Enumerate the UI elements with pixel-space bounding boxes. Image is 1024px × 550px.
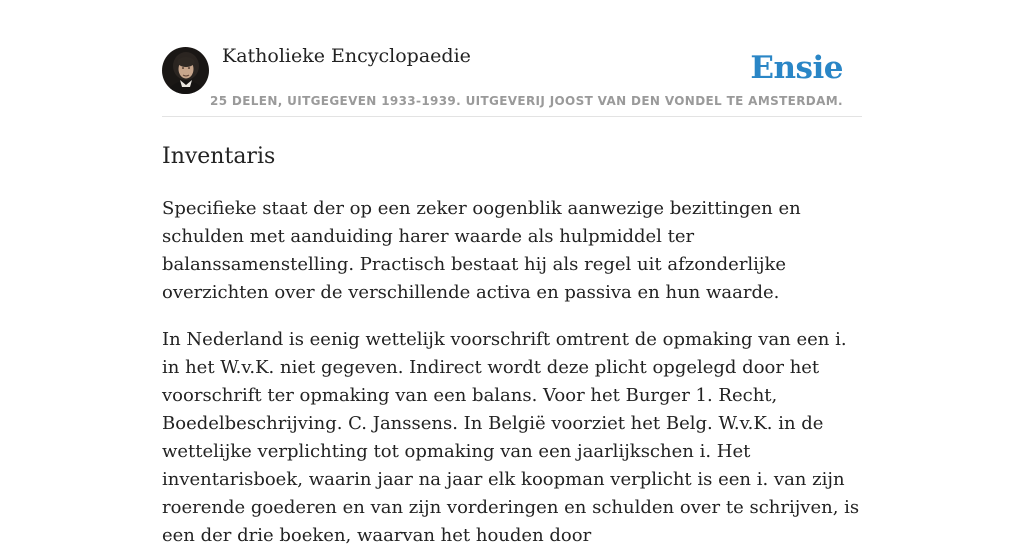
entry-title: Inventaris (162, 144, 276, 169)
entry-paragraph: In Nederland is eenig wettelijk voorschrift omtrent de opmaking van een i. in het W.v.K. niet gegeven. Indirect wordt deze plicht opgelegd door het voorschrift ter opmaking van een balans. Voor het Burger 1. Recht, Boedelbeschrijving. C. Janssens. In België voorziet het Belg. W.v.K. in de wettelijke verplichting tot opmaking van een jaarlijkschen i. Het inventarisboek, waarin jaar na jaar elk koopman verplicht is een i. van zijn roerende goederen en van zijn vorderingen en schulden over te schrijven, is een der drie boeken, waarvan het houden door (162, 329, 860, 546)
header (162, 0, 862, 117)
brand-logo[interactable]: Ensie (750, 50, 843, 86)
entry-paragraph: Specifieke staat der op een zeker oogenblik aanwezige bezittingen en schulden met aanduiding harer waarde als hulpmiddel ter balanssamenstelling. Practisch bestaat hij als regel uit afzonderlijke overzichten over de verschillende activa en passiva en hun waarde. (162, 198, 801, 303)
book-title[interactable]: Katholieke Encyclopaedie (222, 45, 471, 67)
book-avatar[interactable] (162, 47, 209, 94)
page (162, 0, 862, 550)
portrait-image (162, 47, 209, 94)
book-subtitle: 25 DELEN, UITGEGEVEN 1933-1939. UITGEVERIJ JOOST VAN DEN VONDEL TE AMSTERDAM. (210, 94, 843, 108)
